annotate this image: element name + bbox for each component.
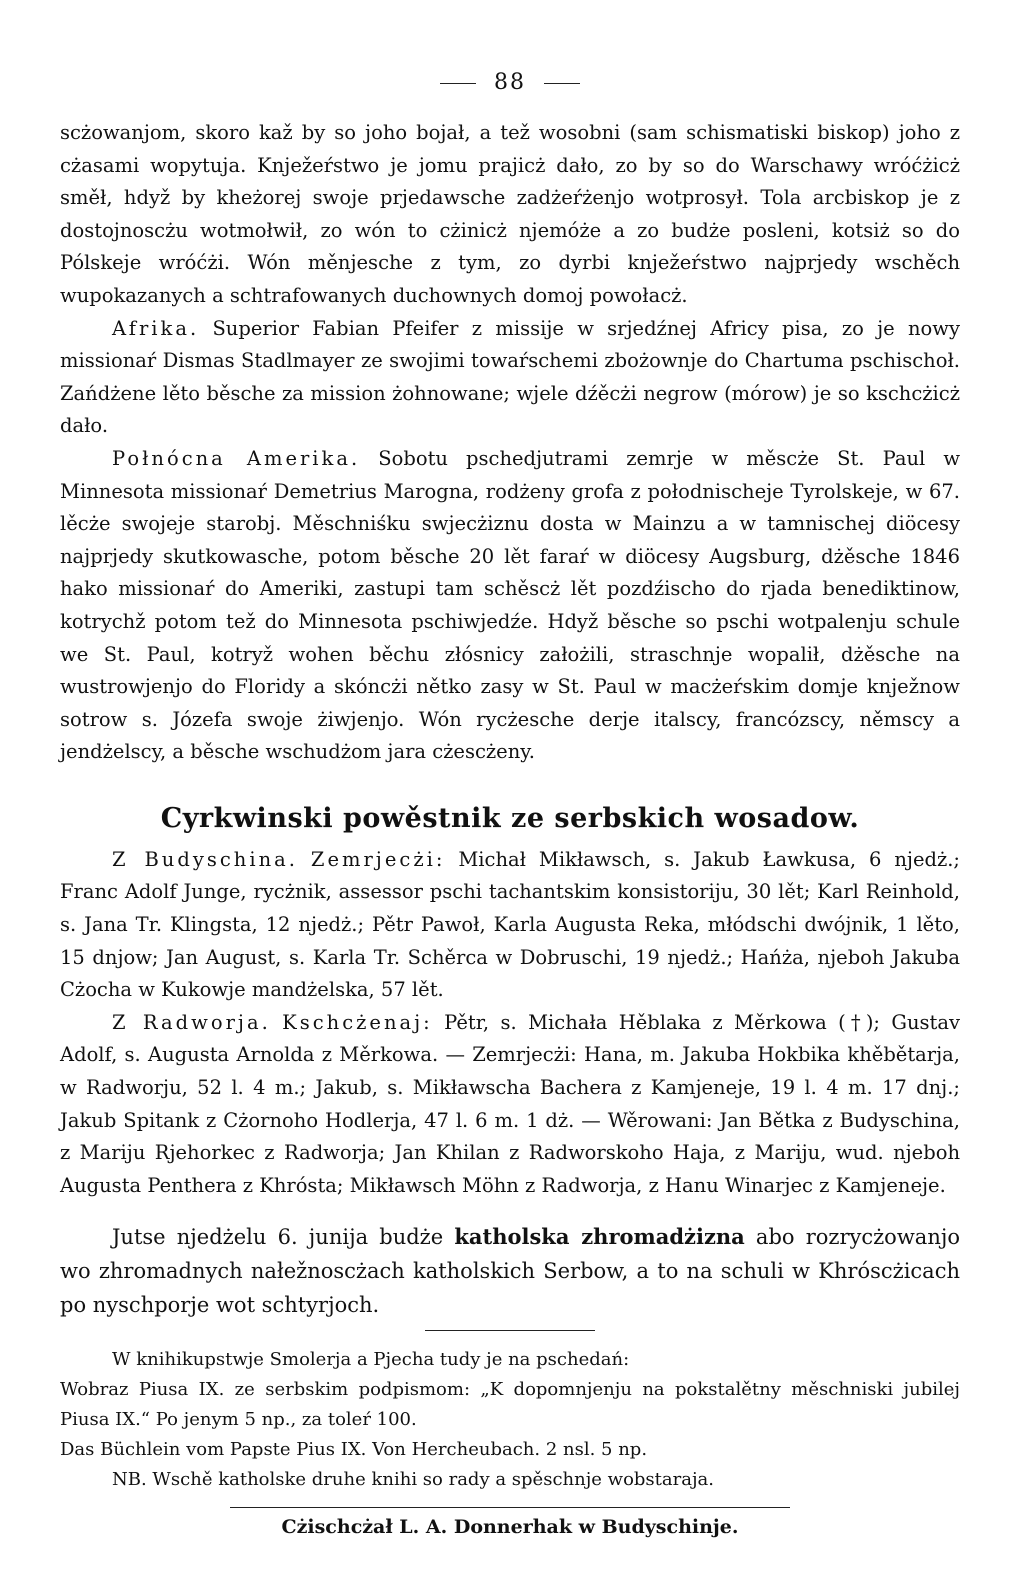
article-paragraph-2: Afrika. Superior Fabian Pfeifer z missije w srjedźnej Africy pisa, zo je nowy missionaŕ Dismas Stadlmayer ze swojimi towaŕschemi zbożownje do Chartuma pschischoł. Zańdżene lěto běsche za mission żohnowane; wjele dźěcżi negrow (mórow) je so kschcżicż dało.: [60, 316, 960, 438]
dash-left: [440, 83, 476, 84]
radwor-paragraph: Z Radworja. Kschcżenaj: Pětr, s. Michała Hěblaka z Měrkowa (†); Gustav Adolf, s. Augusta Arnolda z Měrkowa. — Zemrjecżi: Hana, m. Jakuba Hokbika khěbětarja, w Radworju, 52 l. 4 m.; Jakub, s. Mikławscha Bachera z Kamjeneje, 19 l. 4 m. 17 dnj.; Jakub Spitank z Cżornoho Hodlerja, 47 l. 6 m. 1 dż. — Wěrowani: Jan Bětka z Budyschina, z Mariju Rjehorkec z Radworja; Jan Khilan z Radworskoho Haja, z Mariju, wud. njeboh Augusta Penthera z Khrósta; Mikławsch Möhn z Radworja, z Hanu Winarjec z Kamjeneje.: [60, 1010, 960, 1197]
footer-rule: [230, 1507, 790, 1508]
amerika-heading: Połnócna Amerika.: [112, 446, 361, 470]
separator: [60, 1202, 960, 1220]
article-paragraph-3: Połnócna Amerika. Sobotu pschedjutrami zemrje w měscże St. Paul w Minnesota missionaŕ Demetrius Marogna, rodżeny grofa z połodnischeje Tyrolskeje, w 67. lěcże swojeje starobj. Měschniśku swjecżiznu dosta w Mainzu a w tamnischej diöcesy najprjedy skutkowasche, potom běsche 20 lět faraŕ w diöcesy Augsburg, dżěsche 1846 hako missionaŕ do Ameriki, zastupi tam schěscż lět pozdźischo do rjada benediktinow, kotrychž potom tež do Minnesota pschiwjedźe. Hdyž běsche so pschi wotpalenju schule we St. Paul, kotryž wohen běchu złósnicy założili, straschnje wopalił, dżěsche na wustrowjenjo do Floridy a skóncżi nětko zasy w St. Paul w macżeŕskim domje knježnow sotrow s. Józefa swoje żiwjenjo. Wón rycżesche derje italscy, francózscy, němscy a jendżelscy, a běsche wschudżom jara cżescżeny.: [60, 446, 961, 764]
page: [60, 70, 960, 1538]
ads-block: [60, 1345, 960, 1495]
printer-footer: Cżischcżał L. A. Donnerhak w Budyschinje.: [281, 1516, 739, 1539]
page-number: 88: [60, 70, 960, 95]
afrika-heading: Afrika.: [112, 316, 200, 340]
divider-rule: [425, 1330, 595, 1331]
ads-intro: W knihikupstwje Smolerja a Pjecha tudy je na pschedań:: [112, 1349, 630, 1371]
notice-paragraph: Jutse njedżelu 6. junija budże katholska zhromadżizna abo rozrycżowanjo wo zhromadnych nałežnoscżach katholskich Serbow, a to na schuli w Khróscżicach po nyschporje wot schtyrjoch.: [60, 1224, 960, 1318]
ads-item-2: Das Büchlein vom Papste Pius IX. Von Hercheubach. 2 nsl. 5 np.: [60, 1439, 648, 1461]
article-paragraph-1: scżowanjom, skoro kaž by so joho bojał, a tež wosobni (sam schismatiski biskop) joho z cżasami wopytuja. Knježeŕstwo je jomu prajicż dało, zo by so do Warschawy wróćżicż směł, hdyž by kheżorej swoje prjedawsche zadżeŕżenjo wotprosył. Tola arcbiskop je z dostojnoscżu wotmołwił, zo wón to cżinicż njemóże a zo budże posleni, kotsiż so do Pólskeje wróćżi. Wón měnjesche z tym, zo dyrbi knježeŕstwo najprjedy wschěch wupokazanych a schtrafowanych duchownych domoj powołacż.: [60, 121, 960, 307]
dash-right: [544, 83, 580, 84]
section-title: Cyrkwinski powěstnik ze serbskich wosadow.: [160, 802, 860, 834]
ads-item-3: NB. Wschě katholske druhe knihi so rady a spěschnje wobstaraja.: [112, 1469, 715, 1491]
ads-item-1: Wobraz Piusa IX. ze serbskim podpismom: „K dopomnjenju na pokstalětny měschniski jubilej Piusa IX.“ Po jenym 5 np., za toleŕ 100.: [60, 1379, 960, 1431]
budysin-paragraph: Z Budyschina. Zemrjecżi: Michał Mikławsch, s. Jakub Ławkusa, 6 njedż.; Franc Adolf Junge, rycżnik, assessor pschi tachantskim konsistoriju, 30 lět; Karl Reinhold, s. Jana Tr. Klingsta, 12 njedż.; Pětr Pawoł, Karla Augusta Reka, młódschi dwójnik, 1 lěto, 15 dnjow; Jan August, s. Karla Tr. Schěrca w Dobruschi, 19 njedż.; Hańża, njeboh Jakuba Cżocha w Kukowje mandżelska, 57 lět.: [60, 847, 961, 1002]
